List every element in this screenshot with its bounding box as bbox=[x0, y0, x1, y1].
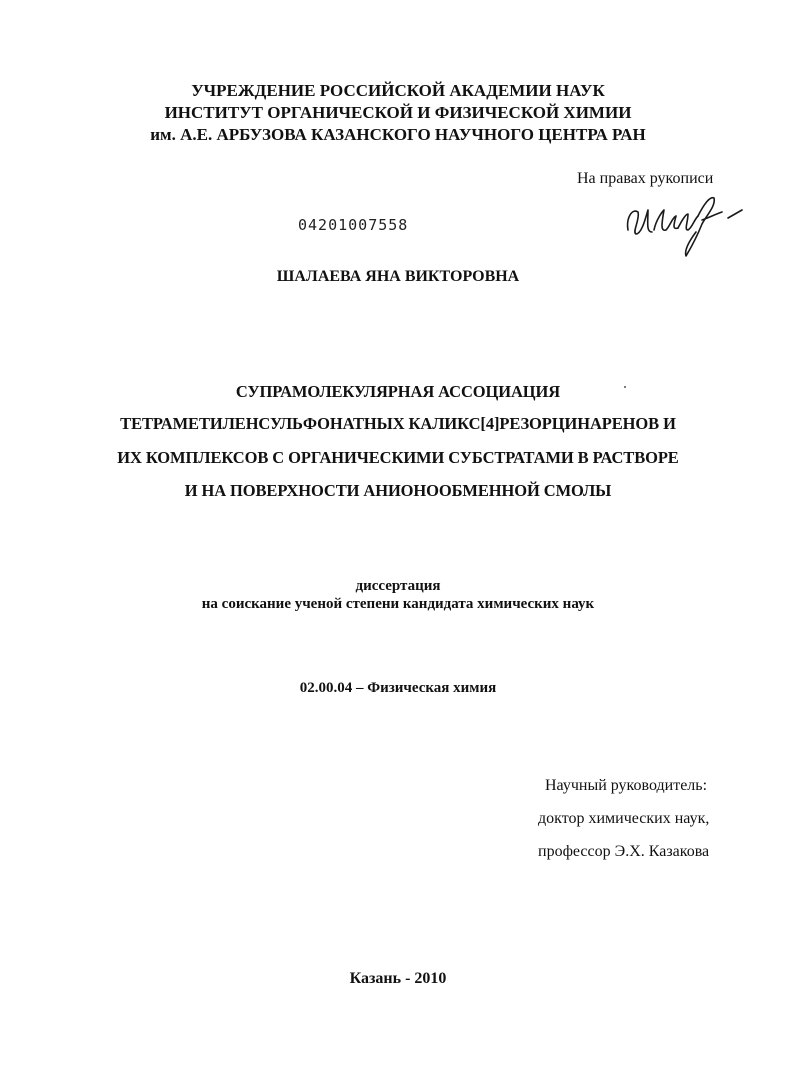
title-line-2: ТЕТРАМЕТИЛЕНСУЛЬФОНАТНЫХ КАЛИКС[4]РЕЗОРЦИНАРЕНОВ И bbox=[120, 414, 676, 433]
city-year: Казань - 2010 bbox=[349, 970, 447, 987]
manuscript-note: На правах рукописи bbox=[577, 170, 714, 187]
signature bbox=[618, 190, 748, 262]
supervisor-degree: доктор химических наук, bbox=[538, 810, 710, 827]
supervisor-name: профессор Э.Х. Казакова bbox=[538, 843, 710, 860]
institution-line-1: УЧРЕЖДЕНИЕ РОССИЙСКОЙ АКАДЕМИИ НАУК bbox=[191, 81, 605, 100]
author-name: ШАЛАЕВА ЯНА ВИКТОРОВНА bbox=[276, 268, 520, 285]
supervisor-label: Научный руководитель: bbox=[545, 777, 708, 794]
title-line-3: ИХ КОМПЛЕКСОВ С ОРГАНИЧЕСКИМИ СУБСТРАТАМИ В РАСТВОРЕ bbox=[117, 448, 679, 467]
catalog-number: 04201007558 bbox=[298, 216, 409, 234]
specialty: 02.00.04 – Физическая химия bbox=[299, 680, 497, 696]
institution-line-3: им. А.Е. АРБУЗОВА КАЗАНСКОГО НАУЧНОГО ЦЕНТРА РАН bbox=[150, 125, 646, 144]
title-line-4: И НА ПОВЕРХНОСТИ АНИОНООБМЕННОЙ СМОЛЫ bbox=[184, 481, 612, 500]
degree-line-2: на соискание ученой степени кандидата химических наук bbox=[201, 596, 595, 612]
institution-line-2: ИНСТИТУТ ОРГАНИЧЕСКОЙ И ФИЗИЧЕСКОЙ ХИМИИ bbox=[164, 103, 632, 122]
degree-line-1: диссертация bbox=[355, 578, 441, 594]
title-line-1: СУПРАМОЛЕКУЛЯРНАЯ АССОЦИАЦИЯ bbox=[235, 382, 561, 401]
